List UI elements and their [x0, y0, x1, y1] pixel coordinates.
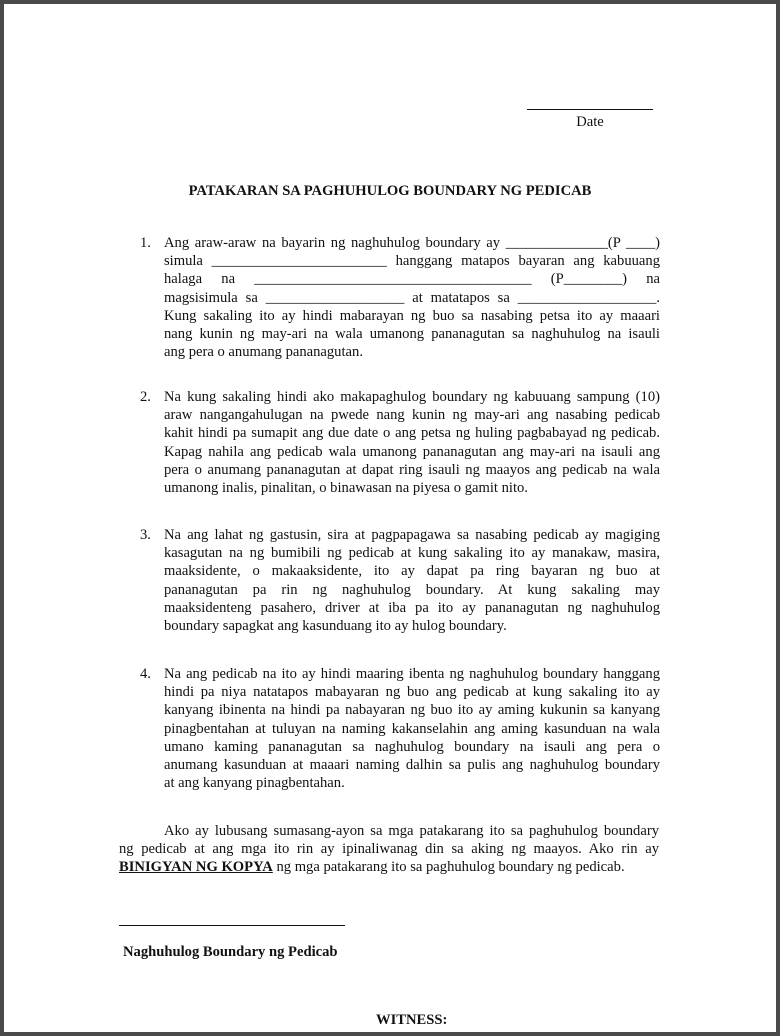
rule-number: 2. [140, 389, 151, 405]
rule-line: Na ang pedicab na ito ay hindi maaring ibenta ng naghuhulog boundary hanggang [164, 666, 660, 682]
rule-line: Na kung sakaling hindi ako makapaghulog boundary ng kabuuang sampung (10) [164, 389, 660, 405]
rule-line: nang kunin ng may-ari na wala umanong pananagutan sa naghuhulog na isauli [164, 326, 660, 343]
copy-given-emphasis: BINIGYAN NG KOPYA [119, 859, 273, 876]
witness-label: WITNESS: [376, 1012, 448, 1028]
rule-line: ang pera o anumang pananagutan. [164, 344, 363, 361]
rule-line: kahit hindi pa sumapit ang due date o ang petsa ng huling pagbabayad ng pedicab. [164, 425, 660, 442]
rule-number: 3. [140, 527, 151, 543]
statement-line: Ako ay lubusang sumasang-ayon sa mga patakarang ito sa paghuhulog boundary [164, 823, 659, 839]
rule-line: araw nangangahulugan na pwede nang kunin ng may-ari ang nasabing pedicab [164, 407, 660, 424]
rule-line: umano kaming pananagutan sa naghuhulog boundary na isauli ang pera o [164, 738, 660, 755]
signature-label: Naghuhulog Boundary ng Pedicab [123, 944, 338, 960]
rule-line: Kapag nahila ang pedicab wala umanong pananagutan ang may-ari na isauli ang [164, 443, 660, 460]
document-title: PATAKARAN SA PAGHUHULOG BOUNDARY NG PEDICAB [188, 183, 592, 199]
rule-line: umanong inalis, pinalitan, o binawasan na piyesa o gamit nito. [164, 480, 528, 497]
date-blank-line [527, 93, 653, 110]
statement-line-rest: ng mga patakarang ito sa paghuhulog boundary ng pedicab. [272, 859, 625, 876]
rule-text [164, 388, 660, 497]
rule-line: maaksidenteng pasahero, driver at iba pa ito ay pananagutan ng naghuhulog [164, 599, 660, 616]
rule-line: Ang araw-araw na bayarin ng naghuhulog boundary ay ______________(P ____) [164, 235, 660, 251]
rule-text [164, 234, 660, 361]
rule-line: hindi pa niya natatapos mabayaran ng buo ang pedicab at kung sakaling ito ay [164, 684, 660, 701]
rule-line: pinagbentahan at tuluyan na naming kakanselahin ang aming kasunduan na wala [164, 720, 660, 737]
statement-line [119, 858, 659, 876]
rule-line: pera o anumang pananagutan at dapat ring isauli ng maayos ang pedicab na wala [164, 461, 660, 478]
rule-line: boundary sapagkat ang kasunduang ito ay hulog boundary. [164, 618, 507, 635]
date-label: Date [576, 114, 604, 130]
rule-line: Kung sakaling ito ay hindi mabarayan ng buo sa nasabing petsa ito ay maaari [164, 307, 660, 324]
rule-line: halaga na ______________________________________ (P________) na [164, 271, 660, 288]
rule-line: Na ang lahat ng gastusin, sira at pagpapagawa sa nasabing pedicab ay magiging [164, 527, 660, 543]
signature-line [119, 925, 345, 926]
agreement-statement [119, 822, 659, 877]
rule-text [164, 526, 660, 635]
rule-line: pananagutan pa rin ng naghuhulog boundary. At kung sakaling may [164, 581, 660, 598]
rule-line: simula ________________________ hanggang matapos bayaran ang kabuuang [164, 253, 660, 270]
rule-number: 1. [140, 235, 151, 251]
rule-line: kanyang ibinenta na hindi pa nabayaran ng buo ito ay aming kukunin sa kanyang [164, 702, 660, 719]
rule-number: 4. [140, 666, 151, 682]
rule-line: maaksidente, o makaaksidente, ito ay dapat pa ring bayaran ng buo at [164, 563, 660, 580]
rule-text [164, 665, 660, 792]
rule-line: magsisimula sa ___________________ at matatapos sa ___________________. [164, 289, 660, 306]
statement-line: ng pedicab at ang mga ito rin ay ipinaliwanag din sa aking ng maayos. Ako rin ay [119, 841, 659, 858]
rule-line: kasagutan na ng bumibili ng pedicab at kung sakaling ito ay manakaw, masira, [164, 545, 660, 562]
rule-line: at ang kanyang pinagbentahan. [164, 775, 345, 792]
rule-line: anumang kasunduan at maaari naming dalhin sa pulis ang naghuhulog boundary [164, 757, 660, 774]
